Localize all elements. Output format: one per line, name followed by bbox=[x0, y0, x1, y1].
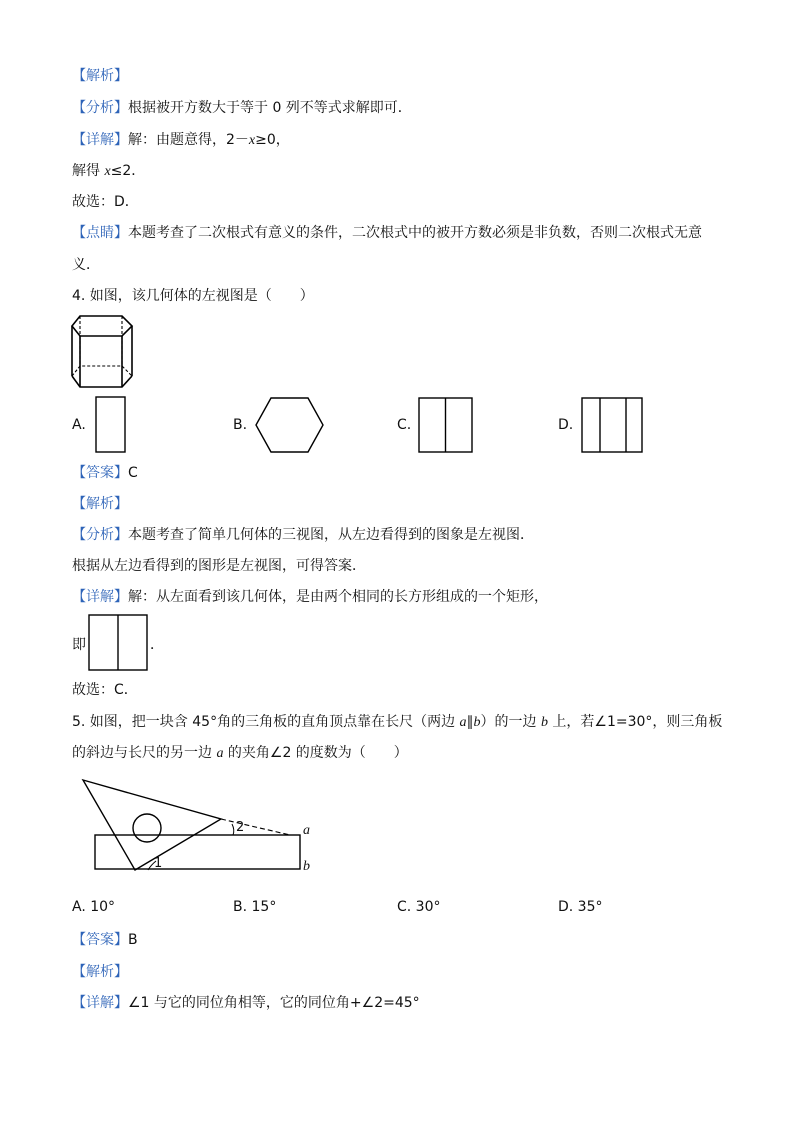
q5-triangle-ruler-figure bbox=[80, 778, 320, 878]
triangle-hole bbox=[133, 814, 161, 842]
s3-jiexi-heading: 【解析】 bbox=[72, 68, 128, 84]
q4-option-a-label: A. bbox=[72, 417, 86, 433]
q5-option-a: A. 10° bbox=[72, 899, 116, 915]
q4-option-d-label: D. bbox=[558, 417, 574, 433]
q5-question-line2: 的斜边与长尺的另一边 a 的夹角∠2 的度数为（ ） bbox=[72, 745, 408, 761]
s3-choice: 故选：D． bbox=[72, 194, 139, 210]
q4-option-a-rectangle bbox=[95, 396, 127, 454]
q4-option-d-three-rectangles bbox=[581, 397, 645, 455]
q4-option-c-two-rectangles bbox=[418, 397, 474, 455]
q4-answer: 【答案】C bbox=[72, 465, 138, 481]
q4-ji-end: ． bbox=[150, 637, 164, 653]
q4-fenxi: 【分析】本题考查了简单几何体的三视图，从左边看得到的图象是左视图． bbox=[72, 527, 534, 543]
s3-fenxi: 【分析】根据被开方数大于等于 0 列不等式求解即可． bbox=[72, 100, 412, 116]
q4-fenxi-cont: 根据从左边看得到的图形是左视图，可得答案． bbox=[72, 558, 366, 574]
q5-answer: 【答案】B bbox=[72, 932, 138, 948]
s3-xiangjie: 【详解】解：由题意得，2－x≥0， bbox=[72, 132, 290, 148]
q4-choice: 故选：C． bbox=[72, 682, 138, 698]
q4-option-b-hexagon bbox=[255, 397, 325, 455]
s3-dianjing: 【点睛】本题考查了二次根式有意义的条件，二次根式中的被开方数必须是非负数，否则二次根式无意 bbox=[72, 225, 702, 241]
q5-question-line1: 5. 如图，把一块含 45°角的三角板的直角顶点靠在长尺（两边 a∥b）的一边 b 上，若∠1=30°，则三角板 bbox=[72, 714, 723, 730]
q5-fig-label-b: b bbox=[303, 859, 310, 874]
ruler-rectangle bbox=[95, 835, 300, 869]
q4-question: 4. 如图，该几何体的左视图是（ ） bbox=[72, 288, 314, 304]
q4-left-view-figure bbox=[88, 614, 150, 672]
q4-option-b-label: B. bbox=[233, 417, 248, 433]
q4-option-c-label: C. bbox=[397, 417, 412, 433]
q4-ji-label: 即 bbox=[72, 637, 86, 653]
q5-jiexi-heading: 【解析】 bbox=[72, 964, 128, 980]
q4-jiexi-heading: 【解析】 bbox=[72, 496, 128, 512]
triangle-board bbox=[83, 780, 221, 870]
q5-xiangjie: 【详解】∠1 与它的同位角相等，它的同位角+∠2=45° bbox=[72, 995, 420, 1011]
q5-fig-label-2: 2 bbox=[236, 820, 245, 835]
q5-option-c: C. 30° bbox=[397, 899, 441, 915]
q5-fig-label-1: 1 bbox=[154, 856, 163, 871]
s3-solve-line: 解得 x≤2． bbox=[72, 163, 146, 179]
s3-dianjing-cont: 义． bbox=[72, 257, 100, 273]
q5-fig-label-a: a bbox=[303, 823, 310, 838]
q5-option-b: B. 15° bbox=[233, 899, 277, 915]
hypotenuse-extension-dashed bbox=[221, 819, 290, 835]
hexagonal-prism-figure bbox=[70, 314, 136, 390]
q5-option-d: D. 35° bbox=[558, 899, 603, 915]
q4-xiangjie: 【详解】解：从左面看到该几何体，是由两个相同的长方形组成的一个矩形， bbox=[72, 589, 548, 605]
